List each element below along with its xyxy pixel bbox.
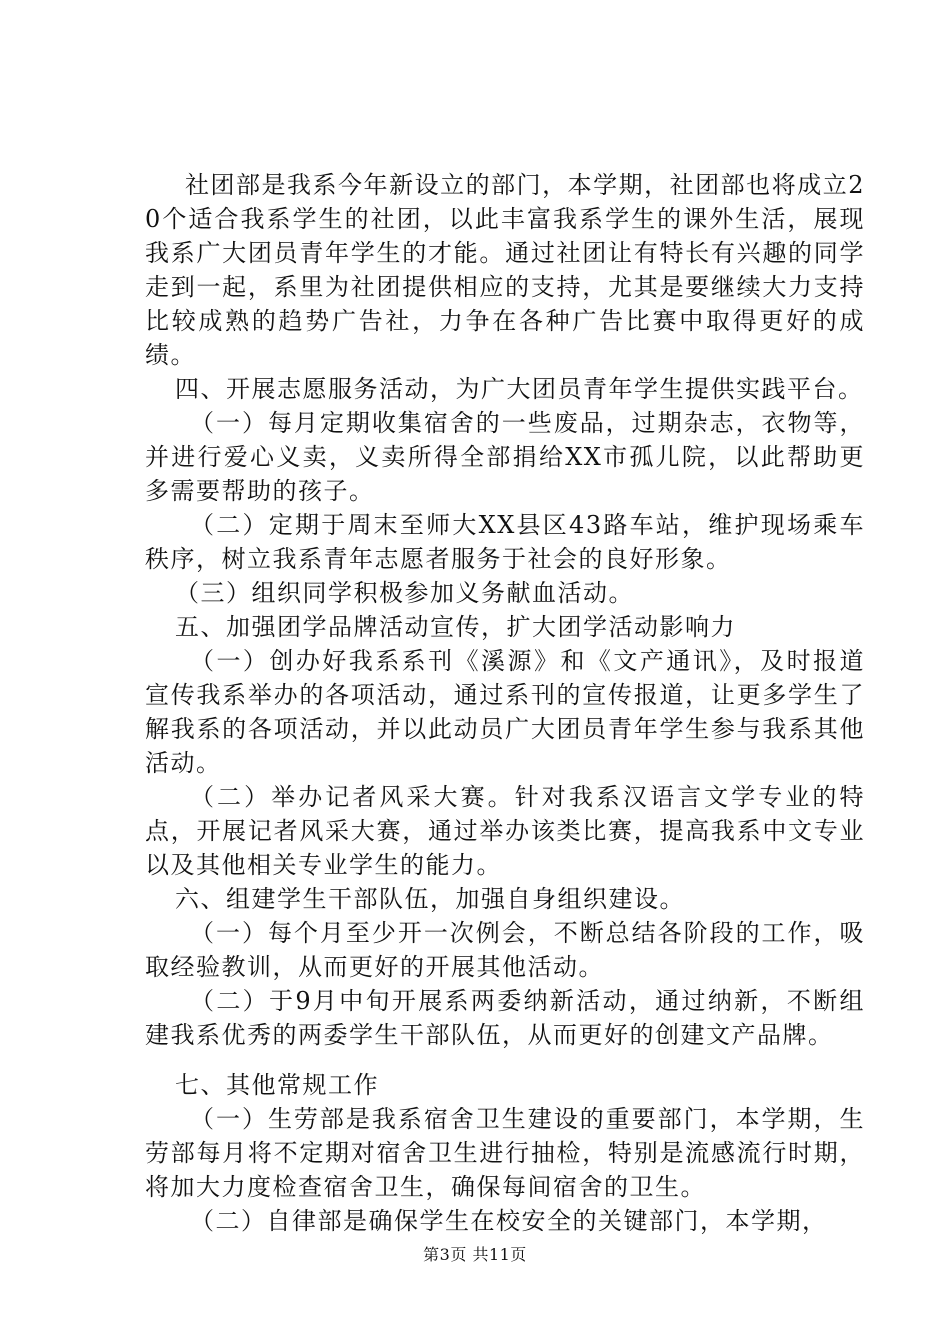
paragraph-self-discipline: （二）自律部是确保学生在校安全的关键部门，本学期， bbox=[190, 1207, 828, 1235]
paragraph-reporter-contest: （二）举办记者风采大赛。针对我系汉语言文学专业的特点，开展记者风采大赛，通过举办该类比赛，提高我系中文专业以及其他相关专业学生的能力。 bbox=[145, 783, 865, 879]
paragraph-blood-donation: （三）组织同学积极参加义务献血活动。 bbox=[175, 579, 634, 607]
paragraph-recruitment: （二）于9月中旬开展系两委纳新活动，通过纳新，不断组建我系优秀的两委学生干部队伍，从而更好的创建文产品牌。 bbox=[145, 987, 865, 1049]
heading-routine-work: 七、其他常规工作 bbox=[175, 1071, 379, 1099]
paragraph-charity-sale: （一）每月定期收集宿舍的一些废品，过期杂志，衣物等，并进行爱心义卖，义卖所得全部捐给XX市孤儿院，以此帮助更多需要帮助的孩子。 bbox=[145, 409, 865, 505]
page-footer: 第3页 共11页 bbox=[423, 1245, 527, 1264]
heading-volunteer-service: 四、开展志愿服务活动，为广大团员青年学生提供实践平台。 bbox=[175, 375, 864, 403]
document-body bbox=[145, 168, 865, 1238]
paragraph-monthly-meeting: （一）每个月至少开一次例会，不断总结各阶段的工作，吸取经验教训，从而更好的开展其他活动。 bbox=[145, 919, 865, 981]
paragraph-dorm-hygiene: （一）生劳部是我系宿舍卫生建设的重要部门，本学期，生劳部每月将不定期对宿舍卫生进行抽检，特别是流感流行时期，将加大力度检查宿舍卫生，确保每间宿舍的卫生。 bbox=[145, 1105, 865, 1201]
paragraph-club-department: 社团部是我系今年新设立的部门，本学期，社团部也将成立20个适合我系学生的社团，以此丰富我系学生的课外生活，展现我系广大团员青年学生的才能。通过社团让有特长有兴趣的同学走到一起，系里为社团提供相应的支持，尤其是要继续大力支持比较成熟的趋势广告社，力争在各种广告比赛中取得更好的成绩。 bbox=[145, 171, 865, 369]
heading-brand-promotion: 五、加强团学品牌活动宣传，扩大团学活动影响力 bbox=[175, 613, 736, 641]
paragraph-bus-station: （二）定期于周末至师大XX县区43路车站，维护现场乘车秩序，树立我系青年志愿者服务于社会的良好形象。 bbox=[145, 511, 865, 573]
heading-cadre-team: 六、组建学生干部队伍，加强自身组织建设。 bbox=[175, 885, 685, 913]
paragraph-department-journal: （一）创办好我系系刊《溪源》和《文产通讯》，及时报道宣传我系举办的各项活动，通过系刊的宣传报道，让更多学生了解我系的各项活动，并以此动员广大团员青年学生参与我系其他活动。 bbox=[145, 647, 865, 777]
